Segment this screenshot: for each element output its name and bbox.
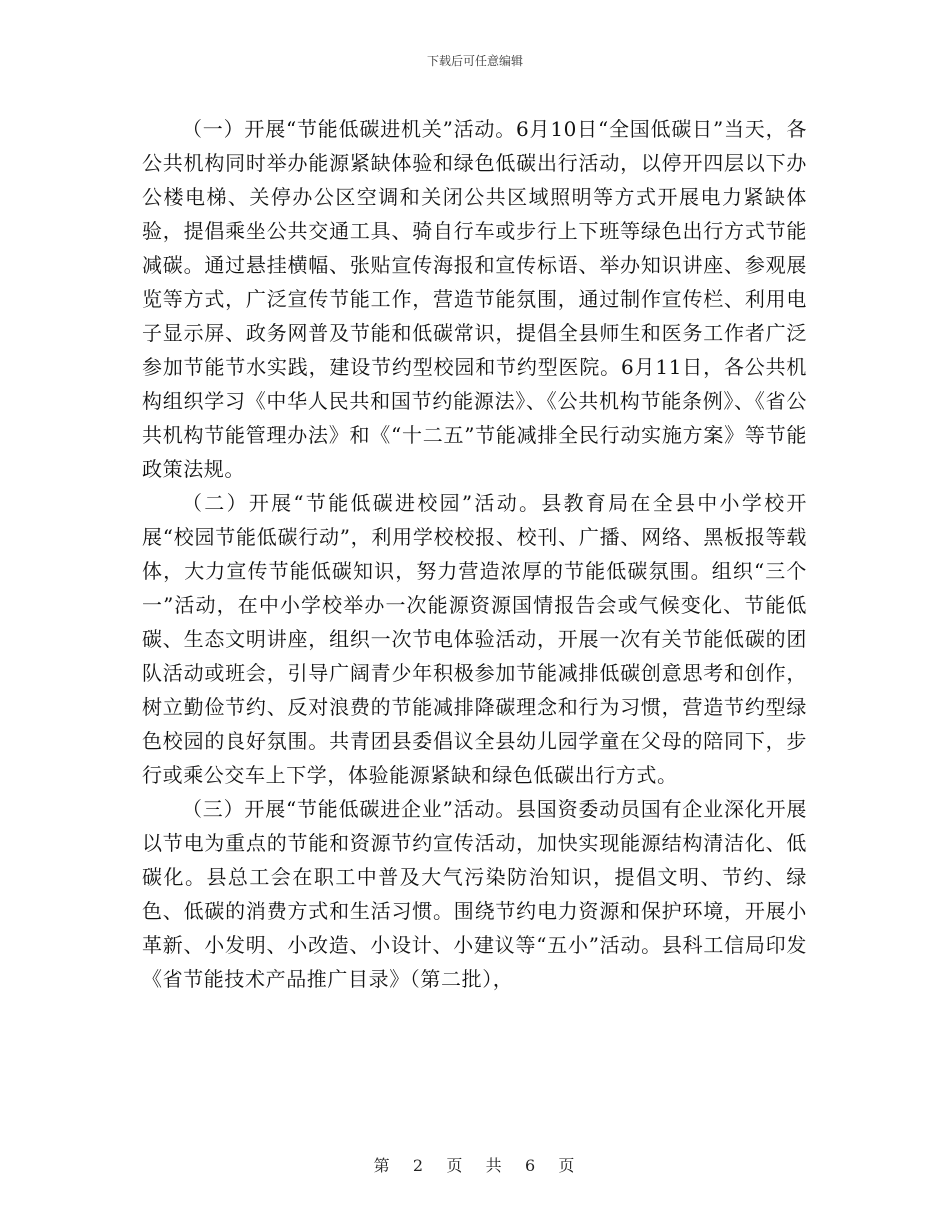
paragraph-3: （三）开展“节能低碳进企业”活动。县国资委动员国有企业深化开展以节电为重点的节能和资源节约宣传活动，加快实现能源结构清洁化、低碳化。县总工会在职工中普及大气污染防治知识，提倡文明、节约、绿色、低碳的消费方式和生活习惯。围绕节约电力资源和保护环境，开展小革新、小发明、小改造、小设计、小建议等“五小”活动。县科工信局印发《省节能技术产品推广目录》（第二批）， [142,797,807,991]
paragraph-1: （一）开展“节能低碳进机关”活动。6月10日“全国低碳日”当天，各公共机构同时举办能源紧缺体验和绿色低碳出行活动，以停开四层以下办公楼电梯、关停办公区空调和关闭公共区域照明等方式开展电力紧缺体验，提倡乘坐公共交通工具、骑自行车或步行上下班等绿色出行方式节能减碳。通过悬挂横幅、张贴宣传海报和宣传标语、举办知识讲座、参观展览等方式，广泛宣传节能工作，营造节能氛围，通过制作宣传栏、利用电子显示屏、政务网普及节能和低碳常识，提倡全县师生和医务工作者广泛参加节能节水实践，建设节约型校园和节约型医院。6月11日，各公共机构组织学习《中华人民共和国节约能源法》、《公共机构节能条例》、《省公共机构节能管理办法》和《“十二五”节能减排全民行动实施方案》等节能政策法规。 [142,117,807,481]
footer-total-pages: 6 [524,1156,538,1175]
paragraph-2: （二）开展“节能低碳进校园”活动。县教育局在全县中小学校开展“校园节能低碳行动”，利用学校校报、校刊、广播、网络、黑板报等载体，大力宣传节能低碳知识，努力营造浓厚的节能低碳氛围。组织“三个一”活动，在中小学校举办一次能源资源国情报告会或气候变化、节能低碳、生态文明讲座，组织一次节电体验活动，开展一次有关节能低碳的团队活动或班会，引导广阔青少年积极参加节能减排低碳创意思考和创作，树立勤俭节约、反对浪费的节能减排降碳理念和行为习惯，营造节约型绿色校园的良好氛围。共青团县委倡议全县幼儿园学童在父母的陪同下，步行或乘公交车上下学，体验能源紧缺和绿色低碳出行方式。 [142,491,807,787]
footer-label-total: 共 [485,1156,504,1175]
footer-current-page: 2 [412,1156,426,1175]
page-number-footer [0,1153,950,1176]
footer-label-page-unit: 页 [446,1156,465,1175]
footer-label-total-unit: 页 [558,1156,577,1175]
footer-label-page: 第 [373,1156,392,1175]
document-body [142,112,807,996]
page-header-note: 下载后可任意编辑 [426,54,523,68]
